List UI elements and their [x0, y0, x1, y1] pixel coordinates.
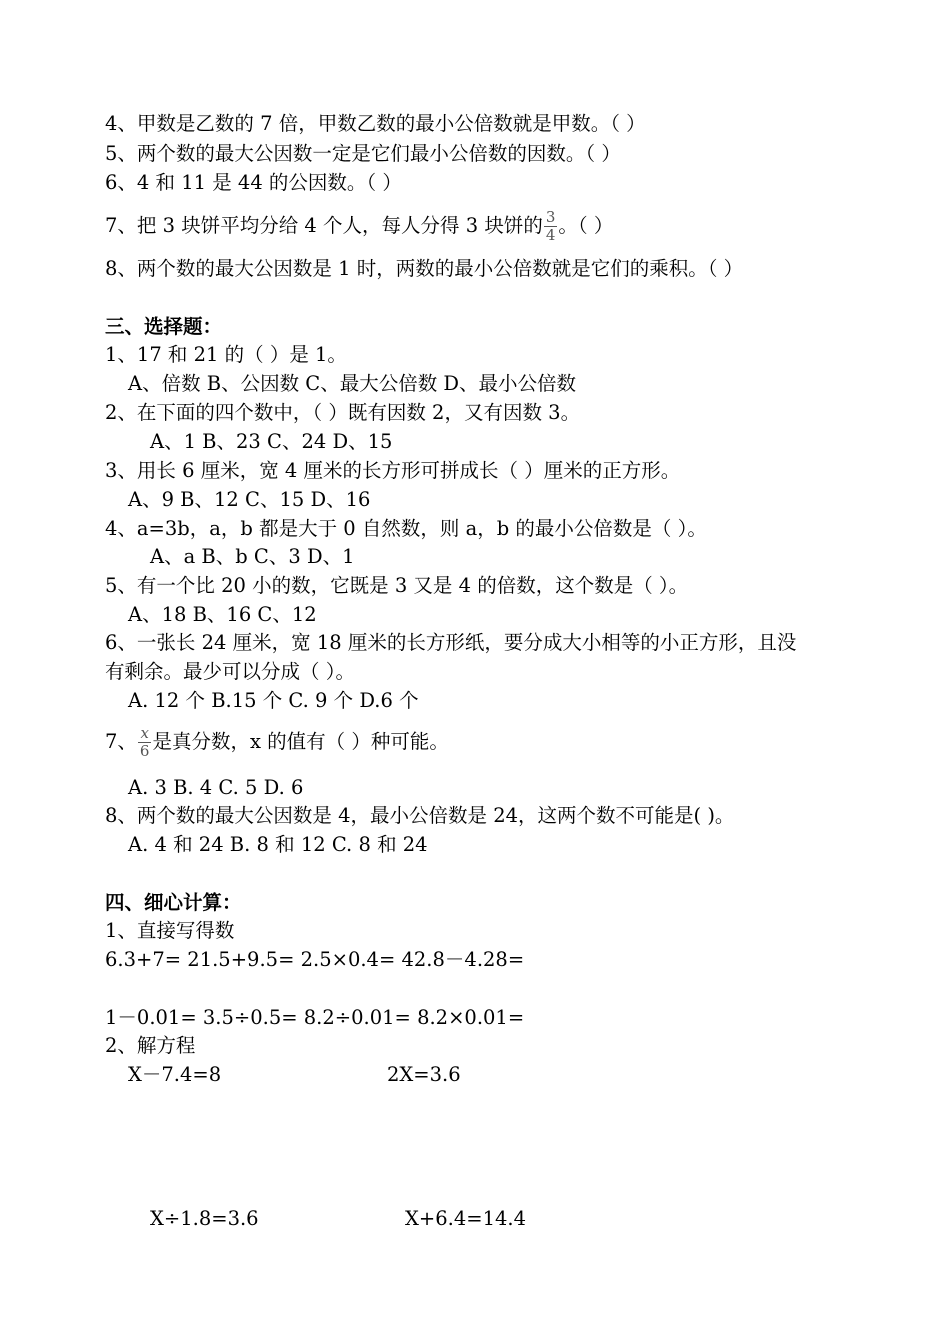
choice-q7-text: 是真分数，x 的值有（ ）种可能。 — [152, 730, 449, 753]
calc-sub1: 1、直接写得数 — [105, 919, 235, 942]
equation-3: X÷1.8=3.6 — [150, 1207, 259, 1230]
judgment-q8: 8、两个数的最大公因数是 1 时，两数的最小公倍数就是它们的乘积。（ ） — [105, 257, 744, 280]
calc-row2: 1－0.01= 3.5÷0.5= 8.2÷0.01= 8.2×0.01= — [105, 1006, 525, 1029]
fraction-three-quarters — [544, 210, 558, 243]
choice-q5: 5、有一个比 20 小的数，它既是 3 又是 4 的倍数，这个数是（ ）。 — [105, 574, 689, 597]
judgment-q7-blank: 。（ ） — [558, 214, 614, 237]
section-heading-calc: 四、细心计算： — [105, 891, 242, 914]
choice-q7-number: 7、 — [105, 730, 137, 753]
section-heading-choice: 三、选择题： — [105, 315, 223, 338]
choice-q4: 4、a=3b，a，b 都是大于 0 自然数，则 a，b 的最小公倍数是（ ）。 — [105, 517, 707, 540]
choice-q2: 2、在下面的四个数中，（ ）既有因数 2，又有因数 3。 — [105, 401, 581, 424]
fraction-denominator: 6 — [139, 742, 150, 760]
choice-q7-options: A. 3 B. 4 C. 5 D. 6 — [128, 776, 304, 799]
choice-q8: 8、两个数的最大公因数是 4，最小公倍数是 24，这两个数不可能是( )。 — [105, 804, 735, 827]
calc-row1: 6.3+7= 21.5+9.5= 2.5×0.4= 42.8－4.28= — [105, 948, 525, 971]
choice-q6-line2: 有剩余。最少可以分成（ ）。 — [105, 660, 355, 683]
judgment-q7 — [105, 210, 613, 243]
fraction-numerator: 3 — [545, 208, 556, 226]
equation-2: 2X=3.6 — [387, 1063, 461, 1086]
judgment-q7-text: 7、把 3 块饼平均分给 4 个人，每人分得 3 块饼的 — [105, 214, 543, 237]
choice-q1: 1、17 和 21 的（ ）是 1。 — [105, 343, 347, 366]
choice-q4-options: A、a B、b C、3 D、1 — [150, 545, 355, 568]
choice-q5-options: A、18 B、16 C、12 — [128, 603, 317, 626]
equation-4: X+6.4=14.4 — [405, 1207, 526, 1230]
fraction-denominator: 4 — [545, 226, 556, 244]
choice-q1-options: A、倍数 B、公因数 C、最大公倍数 D、最小公倍数 — [128, 372, 577, 395]
fraction-x-over-six — [138, 726, 152, 759]
choice-q6-line1: 6、一张长 24 厘米，宽 18 厘米的长方形纸，要分成大小相等的小正方形，且没 — [105, 631, 797, 654]
choice-q3: 3、用长 6 厘米，宽 4 厘米的长方形可拼成长（ ）厘米的正方形。 — [105, 459, 681, 482]
judgment-q5: 5、两个数的最大公因数一定是它们最小公倍数的因数。（ ） — [105, 142, 621, 165]
choice-q3-options: A、9 B、12 C、15 D、16 — [128, 488, 371, 511]
choice-q6-options: A. 12 个 B.15 个 C. 9 个 D.6 个 — [128, 689, 419, 712]
judgment-q4: 4、甲数是乙数的 7 倍，甲数乙数的最小公倍数就是甲数。（ ） — [105, 112, 646, 135]
fraction-numerator: x — [140, 724, 149, 742]
equation-1: X－7.4=8 — [128, 1063, 222, 1086]
choice-q2-options: A、1 B、23 C、24 D、15 — [150, 430, 393, 453]
judgment-q6: 6、4 和 11 是 44 的公因数。（ ） — [105, 171, 402, 194]
choice-q7 — [105, 726, 449, 759]
choice-q8-options: A. 4 和 24 B. 8 和 12 C. 8 和 24 — [128, 833, 428, 856]
calc-sub2: 2、解方程 — [105, 1034, 196, 1057]
